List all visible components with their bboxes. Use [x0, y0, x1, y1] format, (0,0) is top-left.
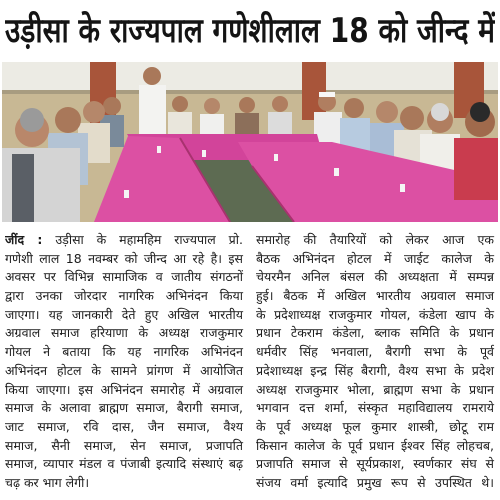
headline	[5, 6, 495, 56]
article-line	[256, 268, 495, 287]
article-line	[256, 399, 495, 418]
article-line	[256, 381, 495, 400]
article-line	[256, 231, 495, 250]
article-line-text: के प्रदेशाध्यक्ष राजकुमार गोयल, कंडेला खाप के	[256, 306, 494, 322]
article-line-text: समाज, व्यापार मंडल व पंजाबी इत्यादि संस्थाएं बढ़	[5, 456, 243, 472]
meeting-photo	[2, 62, 498, 222]
article-line	[5, 399, 244, 418]
article-line-text: जाट समाज, रवि दास, जैन समाज, वैश्य	[5, 418, 243, 434]
glass	[202, 150, 206, 157]
person-vest	[12, 154, 34, 222]
article-line-text: समाज, सैनी समाज, सेन समाज, प्रजापति	[5, 437, 243, 453]
article-line-text: जाएगा। यह जानकारी देते हुए अखिल भारतीय	[5, 306, 243, 322]
article-line	[5, 474, 244, 493]
article-line-text: संजय वर्मा इत्यादि प्रमुख रूप से उपस्थित थे।	[256, 474, 494, 490]
article-line	[5, 418, 244, 437]
article-line	[256, 437, 495, 456]
article-line	[5, 437, 244, 456]
article-line-text: द्वारा उनका जोरदार नागरिक अभिनंदन किया	[5, 288, 243, 304]
article-line-text: के पूर्व अध्यक्ष फूल कुमार शास्त्री, छोटू राम	[256, 418, 494, 434]
article-line	[256, 250, 495, 269]
person-head	[376, 101, 398, 123]
article-line	[5, 362, 244, 381]
person-head	[103, 97, 121, 115]
article-line	[5, 455, 244, 474]
article-column-1	[5, 231, 244, 496]
brick-pillar	[302, 62, 326, 120]
article-line	[256, 343, 495, 362]
article-line-text: अवसर पर विभिन्न सामाजिक व जातीय संगठनों	[5, 269, 243, 285]
glass	[334, 168, 339, 176]
article-line	[5, 231, 244, 250]
person-head	[204, 98, 220, 114]
person-head	[172, 96, 188, 112]
article-line-text: किसान कालेज के पूर्व प्रधान ईश्वर सिंह लोहचब,	[256, 437, 494, 453]
person-hair	[470, 102, 490, 122]
article-line	[256, 362, 495, 381]
article-line-text: भगवान दत्त शर्मा, संस्कृत महाविद्यालय रामराये	[256, 400, 494, 416]
person-head	[400, 106, 424, 130]
article-line-text	[5, 231, 243, 250]
article-line-text: हुई। बैठक में अखिल भारतीय अग्रवाल समाज	[256, 288, 494, 304]
glass	[124, 190, 129, 198]
person-hair	[20, 108, 44, 132]
article-line	[5, 381, 244, 400]
article-line-content: उड़ीसा के महामहिम राज्यपाल प्रो.	[55, 232, 243, 247]
article-line	[256, 287, 495, 306]
article-line-text: बैठक अभिनंदन होटल में जाईट कालेज के	[256, 250, 494, 266]
article-line	[256, 306, 495, 325]
news-photo	[2, 62, 498, 222]
article-line-text: प्रजापति समाज से सूर्यप्रकाश, स्वर्णकार संघ से	[256, 456, 494, 472]
article-line-text: अभिनंदन होटल के सामने प्रांगण में आयोजित	[5, 362, 243, 378]
article-line-text: प्रधान टेकराम कंडेला, ब्लाक समिति के प्रधान	[256, 325, 494, 341]
person-body	[454, 138, 498, 200]
article-column-2	[256, 231, 495, 496]
article-line-text: प्रदेशाध्यक्ष इन्द्र सिंह बैरागी, वैश्य सभा के प्रदेश	[256, 362, 494, 378]
person-cap	[319, 92, 335, 97]
article-line-text: समारोह की तैयारियों को लेकर आज एक	[256, 232, 494, 247]
photo-window-frame	[2, 90, 498, 94]
standing-person-head	[143, 67, 161, 85]
article-line-text: किया जाएगा। इस अभिनंदन समारोह में अग्रवाल	[5, 381, 243, 397]
glass	[400, 184, 405, 192]
article-line-text: अध्यक्ष राजकुमार भोला, ब्राह्मण सभा के प्रधान	[256, 381, 494, 397]
article-line	[5, 306, 244, 325]
headline-text: उड़ीसा के राज्यपाल गणेशीलाल 18 को जीन्द में	[5, 11, 495, 51]
person-hair	[431, 103, 449, 121]
article-line	[256, 474, 495, 493]
article-line-text: चेयरमैन अनिल बंसल की अध्यक्षता में सम्पन्न	[256, 269, 494, 285]
standing-person-body	[139, 85, 166, 139]
photo-window-light	[2, 62, 498, 92]
article-line	[5, 250, 244, 269]
article-line	[5, 268, 244, 287]
article-line-text: गणेशी लाल 18 नवम्बर को जीन्द आ रहे है। इस	[5, 250, 243, 266]
glass	[157, 146, 161, 153]
person-head	[83, 101, 105, 123]
person-head	[239, 97, 255, 113]
article-line-text: गोयल ने बताया कि यह नागरिक अभिनंदन	[5, 344, 243, 360]
article-line	[256, 455, 495, 474]
article-line	[256, 324, 495, 343]
article-line	[5, 324, 244, 343]
glass	[274, 154, 278, 161]
article-line-text: अग्रवाल समाज हरियाणा के अध्यक्ष राजकुमार	[5, 325, 243, 341]
article-line-text: चढ़ कर भाग लेगी।	[5, 474, 90, 490]
dateline: जींद :	[5, 232, 43, 247]
article-line-text: धर्मवीर सिंह भनवाला, बैरागी सभा के पूर्व	[256, 344, 494, 360]
article-line	[5, 343, 244, 362]
article-line	[256, 418, 495, 437]
person-head	[272, 96, 288, 112]
person-head	[344, 98, 364, 118]
article-line	[5, 287, 244, 306]
person-head	[55, 107, 81, 133]
article-line-text: समाज के अलावा ब्राह्मण समाज, बैरागी समाज,	[5, 400, 243, 416]
